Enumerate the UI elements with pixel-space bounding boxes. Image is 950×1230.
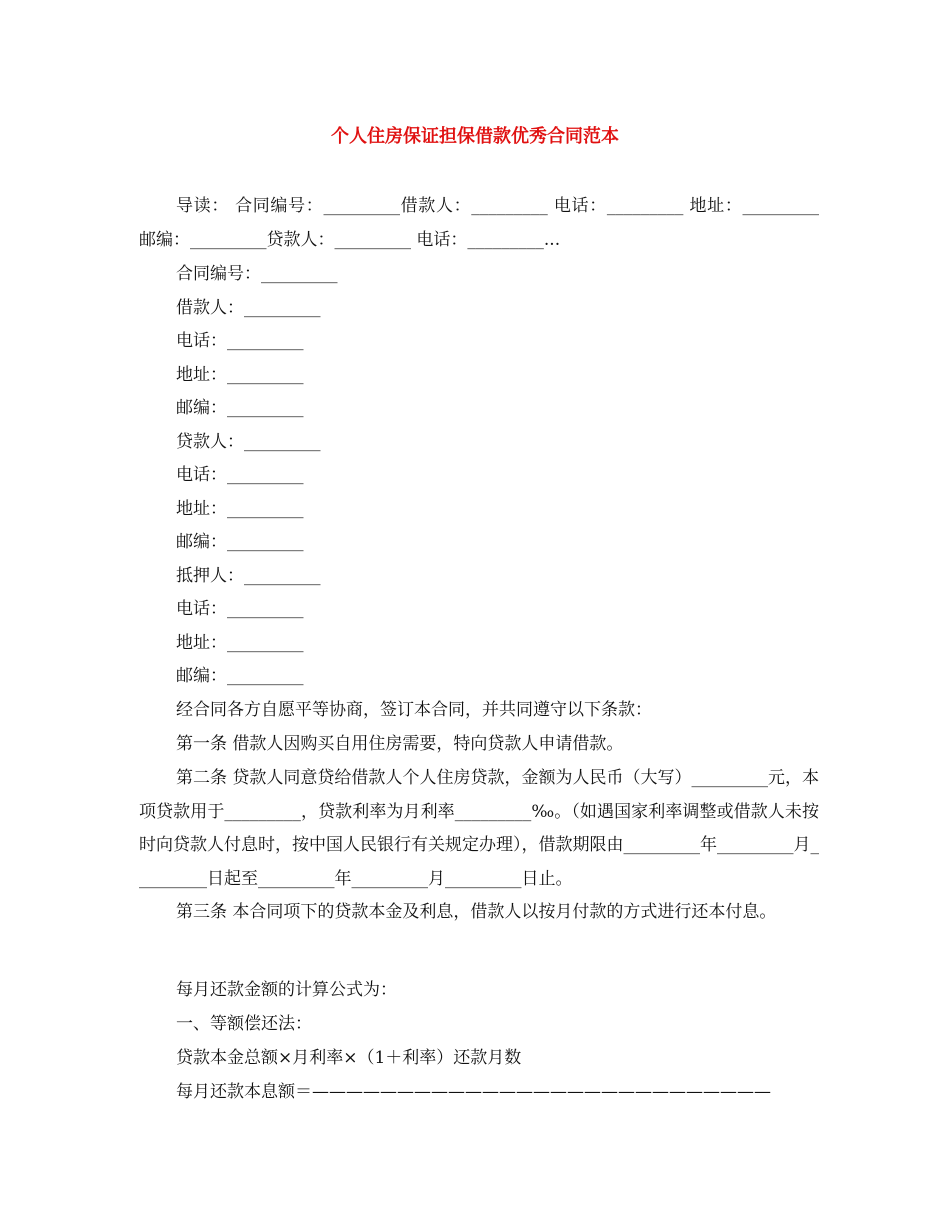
formula-heading: 每月还款金额的计算公式为： bbox=[176, 980, 397, 1000]
field-mortgagor-postcode: 邮编：_________ bbox=[176, 666, 304, 686]
field-mortgagor-phone: 电话：_________ bbox=[176, 599, 304, 619]
intro-paragraph: 导读： 合同编号：_________借款人：_________ 电话：_________ 地址：_________ 邮编：_________贷款人：_________ 电话：_________... bbox=[139, 196, 819, 250]
field-lender-phone: 电话：_________ bbox=[176, 465, 304, 485]
formula-label: 每月还款本息额＝ bbox=[176, 1082, 312, 1102]
formula-line bbox=[176, 1076, 771, 1110]
field-borrower: 借款人：_________ bbox=[176, 298, 321, 318]
field-lender: 贷款人：_________ bbox=[176, 432, 321, 452]
field-lender-address: 地址：_________ bbox=[176, 499, 304, 519]
article-2: 第二条 贷款人同意贷给借款人个人住房贷款，金额为人民币（大写）_________元，本项贷款用于_________，贷款利率为月利率_________‰。（如遇国家利率调整或借款人未按时向贷款人付息时，按中国人民银行有关规定办理），借款期限由_________年_________月_________日起至_________年_________月_________日止。 bbox=[139, 768, 819, 889]
method-1-heading: 一、等额偿还法： bbox=[176, 1014, 312, 1034]
document-title: 个人住房保证担保借款优秀合同范本 bbox=[331, 126, 619, 147]
preamble-paragraph: 经合同各方自愿平等协商，签订本合同，并共同遵守以下条款： bbox=[176, 700, 652, 720]
field-contract-number: 合同编号：_________ bbox=[176, 264, 338, 284]
article-3: 第三条 本合同项下的贷款本金及利息，借款人以按月付款的方式进行还本付息。 bbox=[176, 902, 777, 922]
field-lender-postcode: 邮编：_________ bbox=[176, 532, 304, 552]
field-borrower-address: 地址：_________ bbox=[176, 365, 304, 385]
formula-fraction-bar: ——————————————————————————— bbox=[312, 1082, 771, 1102]
field-borrower-postcode: 邮编：_________ bbox=[176, 398, 304, 418]
field-mortgagor: 抵押人：_________ bbox=[176, 566, 321, 586]
field-mortgagor-address: 地址：_________ bbox=[176, 633, 304, 653]
field-borrower-phone: 电话：_________ bbox=[176, 331, 304, 351]
article-1: 第一条 借款人因购买自用住房需要，特向贷款人申请借款。 bbox=[176, 734, 624, 754]
formula-numerator: 贷款本金总额×月利率×（1＋利率）还款月数 bbox=[176, 1048, 522, 1068]
